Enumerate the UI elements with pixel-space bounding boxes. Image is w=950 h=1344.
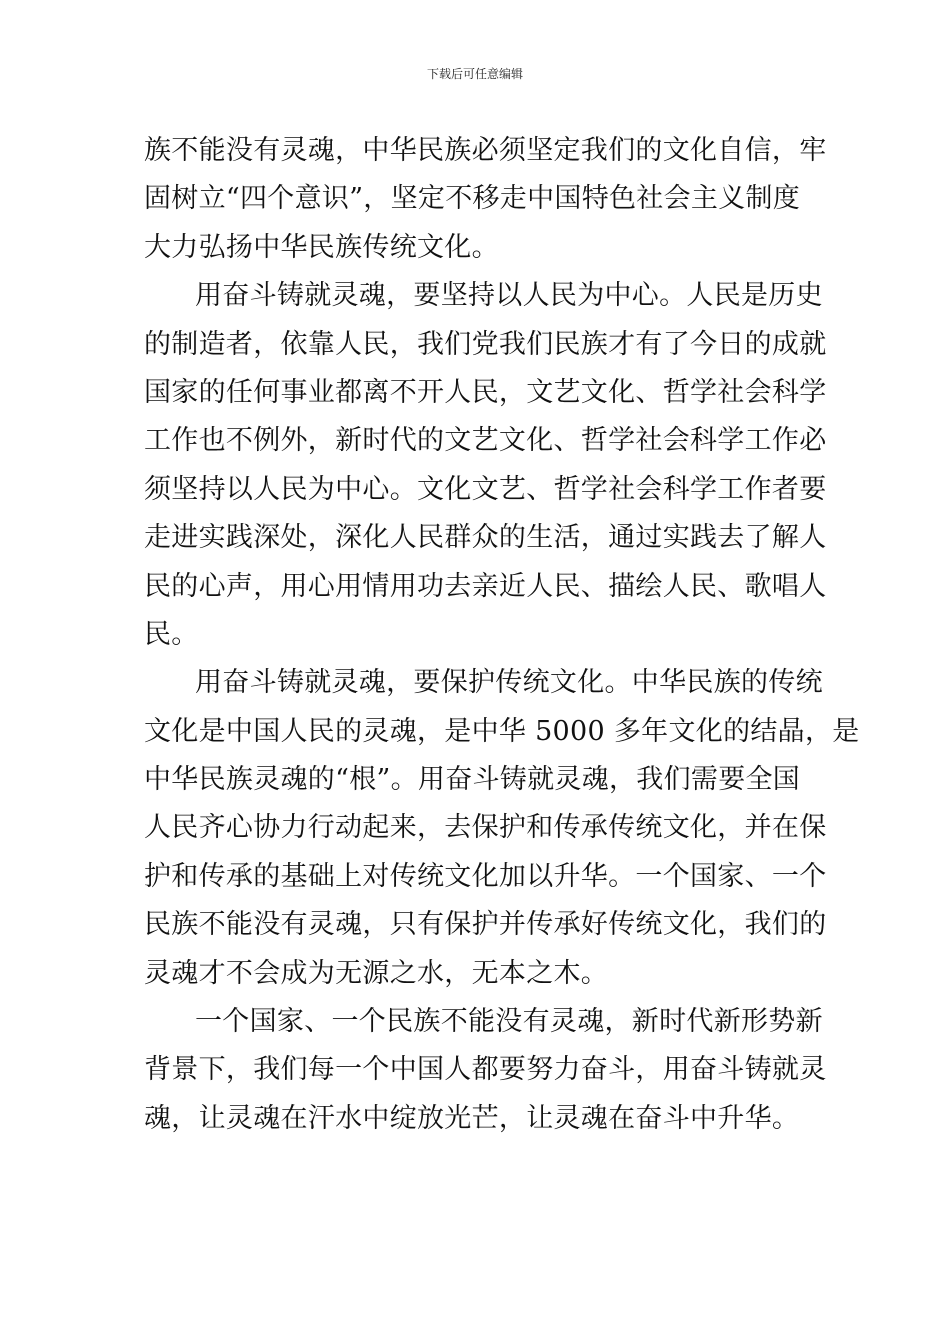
text-line: 民的心声，用心用情用功去亲近人民、描绘人民、歌唱人 <box>144 570 827 602</box>
text-line: 的制造者，依靠人民，我们党我们民族才有了今日的成就 <box>144 328 827 360</box>
text-line: 国家的任何事业都离不开人民，文艺文化、哲学社会科学 <box>144 376 827 408</box>
text-line: 工作也不例外，新时代的文艺文化、哲学社会科学工作必 <box>144 425 827 457</box>
text-line: 用奋斗铸就灵魂，要保护传统文化。中华民族的传统 <box>195 667 823 699</box>
text-line: 民族不能没有灵魂，只有保护并传承好传统文化，我们的 <box>144 909 827 941</box>
paragraph-traditional-culture <box>144 659 860 998</box>
text-line: 背景下，我们每一个中国人都要努力奋斗，用奋斗铸就灵 <box>144 1054 827 1086</box>
page-header: 下载后可任意编辑 <box>426 67 523 81</box>
text-line: 须坚持以人民为中心。文化文艺、哲学社会科学工作者要 <box>144 473 827 505</box>
text-line: 人民齐心协力行动起来，去保护和传承传统文化，并在保 <box>144 812 827 844</box>
text-line: 用奋斗铸就灵魂，要坚持以人民为中心。人民是历史 <box>195 280 823 312</box>
paragraph-people-centered <box>144 272 827 659</box>
text-line: 护和传承的基础上对传统文化加以升华。一个国家、一个 <box>144 860 827 892</box>
paragraph-continuation <box>144 127 827 272</box>
text-line: 民。 <box>144 618 199 650</box>
text-line: 走进实践深处，深化人民群众的生活，通过实践去了解人 <box>144 522 827 554</box>
document-body <box>144 127 860 1143</box>
text-line: 固树立“四个意识”，坚定不移走中国特色社会主义制度 <box>144 183 801 215</box>
paragraph-conclusion <box>144 998 827 1143</box>
text-line: 族不能没有灵魂，中华民族必须坚定我们的文化自信，牢 <box>144 135 827 166</box>
text-line: 灵魂才不会成为无源之水，无本之木。 <box>144 957 609 989</box>
text-line: 魂，让灵魂在汗水中绽放光芒，让灵魂在奋斗中升华。 <box>144 1102 800 1134</box>
text-line: 文化是中国人民的灵魂，是中华 5000 多年文化的结晶，是 <box>144 715 860 747</box>
text-line: 大力弘扬中华民族传统文化。 <box>144 231 499 263</box>
text-line: 一个国家、一个民族不能没有灵魂，新时代新形势新 <box>195 1006 823 1038</box>
text-line: 中华民族灵魂的“根”。用奋斗铸就灵魂，我们需要全国 <box>144 764 801 796</box>
